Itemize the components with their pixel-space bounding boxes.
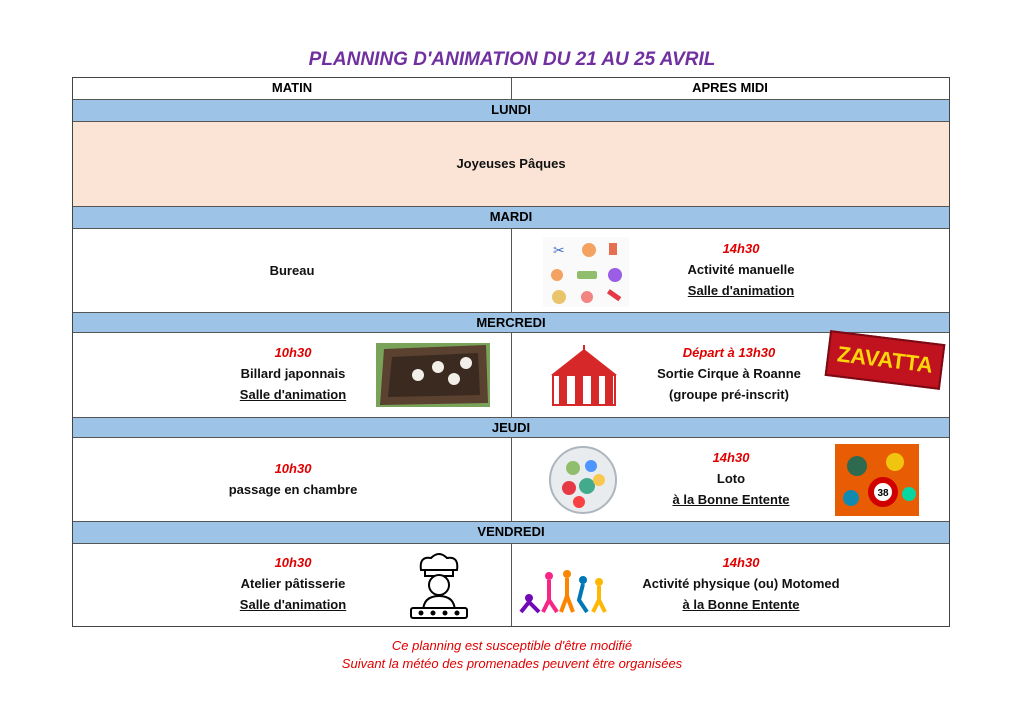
lottery-balls-icon	[547, 446, 619, 514]
jeudi-morning-activity: passage en chambre	[228, 482, 358, 497]
circus-tent-icon	[545, 345, 623, 407]
vendredi-afternoon-place: à la Bonne Entente	[682, 597, 800, 612]
billiard-board-image	[376, 343, 490, 407]
bingo-balls-image	[835, 444, 919, 516]
mercredi-afternoon-time: Départ à 13h30	[682, 345, 776, 360]
jeudi-afternoon-cell	[511, 438, 949, 521]
jeudi-afternoon-activity: Loto	[716, 471, 746, 486]
svg-text:38: 38	[877, 488, 889, 499]
footer-note	[0, 637, 1024, 673]
day-band-vendredi: VENDREDI	[73, 522, 949, 544]
vendredi-afternoon-cell	[511, 544, 949, 626]
vendredi-morning-time: 10h30	[274, 555, 312, 570]
day-band-mercredi: MERCREDI	[73, 313, 949, 333]
day-row-mercredi	[73, 333, 949, 418]
jeudi-afternoon-place: à la Bonne Entente	[672, 492, 790, 507]
mercredi-morning-activity: Billard japonnais	[240, 366, 346, 381]
page-title: PLANNING D'ANIMATION DU 21 AU 25 AVRIL	[308, 49, 716, 70]
svg-text:✂: ✂	[553, 242, 565, 258]
vendredi-morning-activity: Atelier pâtisserie	[240, 576, 346, 591]
mardi-afternoon-time: 14h30	[722, 241, 760, 256]
vendredi-afternoon-activity: Activité physique (ou) Motomed	[642, 576, 840, 591]
vendredi-morning-cell	[73, 544, 512, 626]
zavatta-logo: ZAVATTA	[825, 330, 946, 390]
vendredi-morning-place: Salle d'animation	[239, 597, 347, 612]
footer-line-2: Suivant la météo des promenades peuvent être organisées	[341, 656, 683, 671]
day-band-mardi: MARDI	[73, 207, 949, 229]
jeudi-afternoon-time: 14h30	[712, 450, 750, 465]
mardi-afternoon-place: Salle d'animation	[687, 283, 795, 298]
mardi-afternoon-cell	[511, 229, 949, 312]
mercredi-morning-place: Salle d'animation	[239, 387, 347, 402]
mercredi-afternoon-activity: Sortie Cirque à Roanne	[657, 366, 801, 381]
day-row-vendredi	[73, 544, 949, 626]
day-row-jeudi	[73, 438, 949, 522]
crafts-icon	[543, 237, 629, 307]
day-band-jeudi: JEUDI	[73, 418, 949, 438]
schedule-table	[72, 77, 950, 627]
day-band-lundi: LUNDI	[73, 100, 949, 122]
jeudi-morning-cell	[73, 438, 512, 521]
jeudi-morning-time: 10h30	[274, 461, 312, 476]
mercredi-morning-time: 10h30	[274, 345, 312, 360]
mardi-morning-cell	[73, 229, 512, 312]
footer-line-1: Ce planning est susceptible d'être modifié	[391, 638, 633, 653]
mercredi-afternoon-place: (groupe pré-inscrit)	[669, 387, 789, 402]
mercredi-afternoon-cell	[511, 333, 949, 417]
day-row-mardi	[73, 229, 949, 313]
exercise-figures-icon	[517, 566, 607, 616]
chef-icon	[405, 552, 473, 620]
mardi-afternoon-activity: Activité manuelle	[687, 262, 795, 277]
holiday-label: Joyeuses Pâques	[456, 156, 566, 171]
column-header-row	[73, 78, 949, 100]
mardi-morning-activity: Bureau	[269, 263, 315, 278]
column-header-morning: MATIN	[73, 78, 512, 99]
vendredi-afternoon-time: 14h30	[722, 555, 760, 570]
holiday-row	[73, 122, 949, 207]
column-header-afternoon: APRES MIDI	[692, 80, 768, 95]
mercredi-morning-cell	[73, 333, 512, 417]
